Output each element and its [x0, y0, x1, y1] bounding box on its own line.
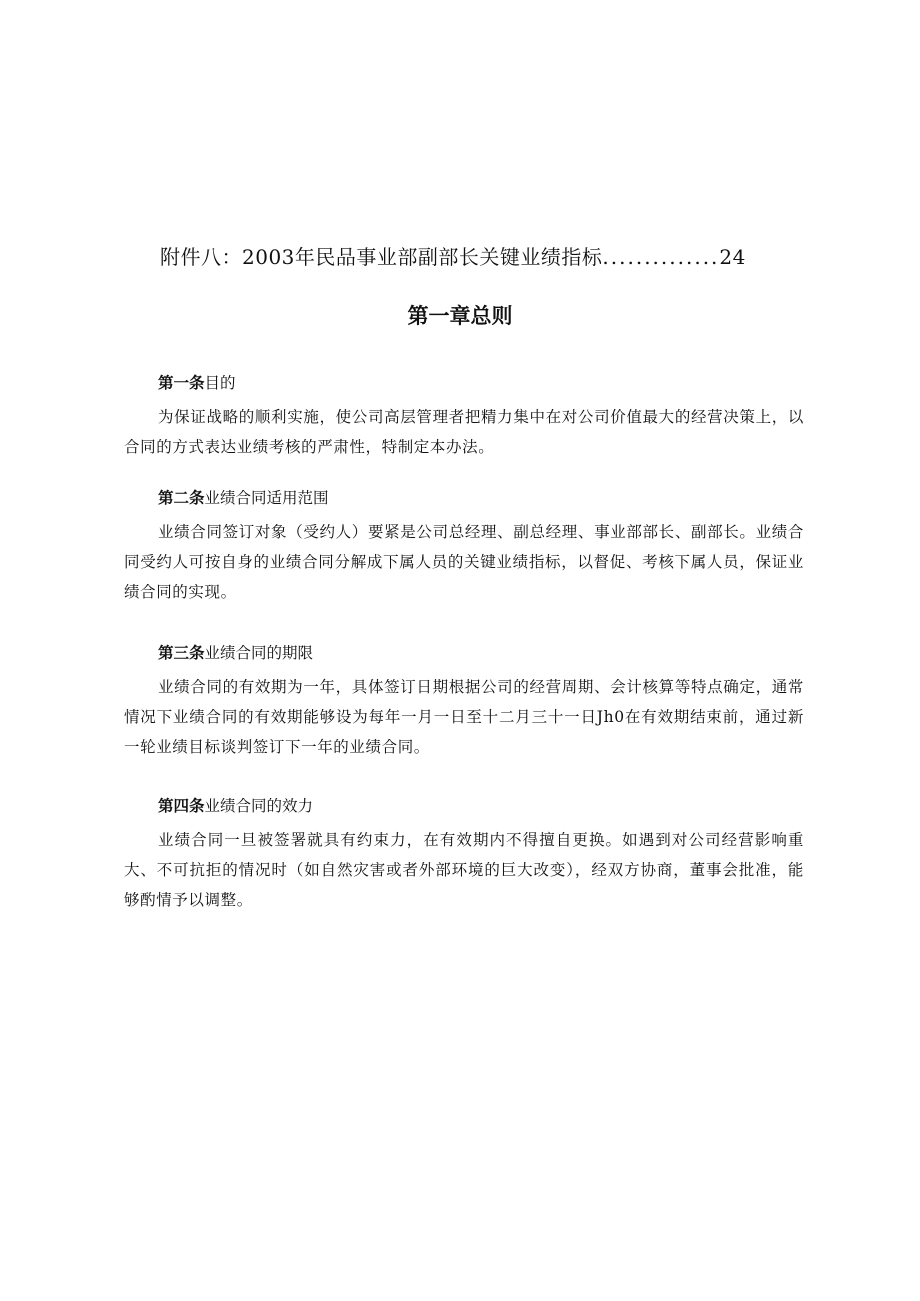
article-1: [124, 370, 804, 462]
article-2: [124, 485, 804, 607]
article-title: 业绩合同的期限: [204, 644, 314, 662]
article-title: 目的: [204, 374, 236, 392]
article-body: 业绩合同一旦被签署就具有约束力，在有效期内不得擅自更换。如遇到对公司经营影响重大、不可抗拒的情况时（如自然灾害或者外部环境的巨大改变），经双方协商，董事会批准，能够酌情予以调整。: [124, 831, 804, 909]
article-heading: [158, 640, 804, 666]
article-body: 业绩合同签订对象（受约人）要紧是公司总经理、副总经理、事业部部长、副部长。业绩合同受约人可按自身的业绩合同分解成下属人员的关键业绩指标，以督促、考核下属人员，保证业绩合同的实现。: [124, 523, 804, 601]
article-heading: [158, 370, 804, 396]
article-heading: [158, 793, 804, 819]
article-title: 业绩合同适用范围: [204, 489, 329, 507]
chapter-title: 第一章总则: [407, 304, 513, 328]
article-number: 第二条: [158, 489, 205, 507]
article-body: 业绩合同的有效期为一年，具体签订日期根据公司的经营周期、会计核算等特点确定，通常情况下业绩合同的有效期能够设为每年一月一日至十二月三十一日Jh0在有效期结束前，通过新一轮业绩目标谈判签订下一年的业绩合同。: [124, 678, 804, 756]
article-title: 业绩合同的效力: [204, 797, 314, 815]
toc-entry: [160, 242, 800, 272]
article-3: [124, 640, 804, 762]
article-heading: [158, 485, 804, 511]
article-4: [124, 793, 804, 915]
article-number: 第一条: [158, 374, 205, 392]
article-number: 第三条: [158, 644, 205, 662]
toc-entry-text: 附件八：2003年民品事业部副部长关键业绩指标: [160, 245, 603, 269]
article-number: 第四条: [158, 797, 205, 815]
article-body: 为保证战略的顺利实施，使公司高层管理者把精力集中在对公司价值最大的经营决策上，以合同的方式表达业绩考核的严肃性，特制定本办法。: [124, 408, 804, 456]
toc-entry-page: 24: [719, 245, 746, 269]
toc-entry-dots: ..............: [602, 245, 720, 269]
